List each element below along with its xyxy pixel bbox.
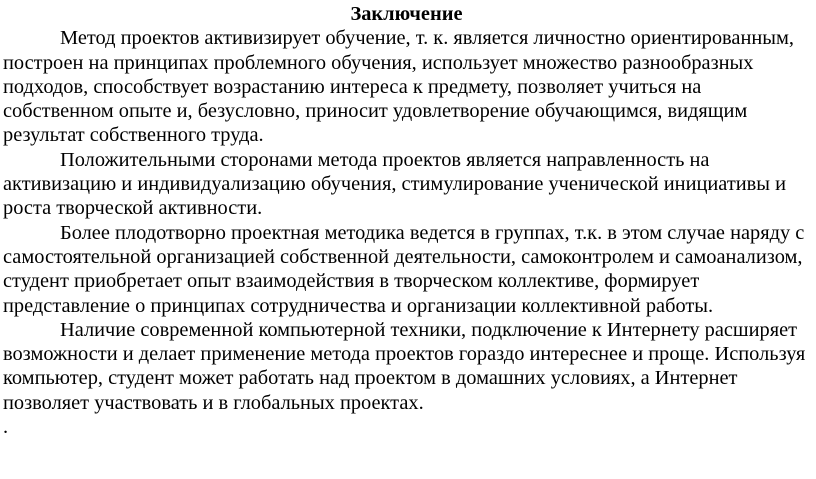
paragraph-2: Положительными сторонами метода проектов является направленность на активизацию и индивидуализацию обучения, стимулирование ученической инициативы и роста творческой активности. bbox=[3, 148, 786, 220]
paragraph-1: Метод проектов активизирует обучение, т. к. является личностно ориентированным, построен на принципах проблемного обучения, использует множество разнообразных подходов, способствует возрастанию интереса к предмету, позволяет учиться на собственном опыте и, безусловно, приносит удовлетворение обучающимся, видящим результат собственного труда. bbox=[3, 27, 794, 147]
page-title: Заключение bbox=[350, 3, 463, 25]
paragraph-4: Наличие современной компьютерной техники, подключение к Интернету расширяет возможности и делает применение метода проектов гораздо интереснее и проще. Используя компьютер, студент может работать над проектом в домашних условиях, а Интернет позволяет участвовать и в глобальных проектах. bbox=[3, 318, 806, 414]
trailing-period: . bbox=[3, 416, 9, 439]
paragraph-3: Более плодотворно проектная методика ведется в группах, т.к. в этом случае наряду с самостоятельной организацией собственной деятельности, самоконтролем и самоанализом, студент приобретает опыт взаимодействия в творческом коллективе, формирует представление о принципах сотрудничества и организации коллективной работы. bbox=[3, 221, 805, 317]
